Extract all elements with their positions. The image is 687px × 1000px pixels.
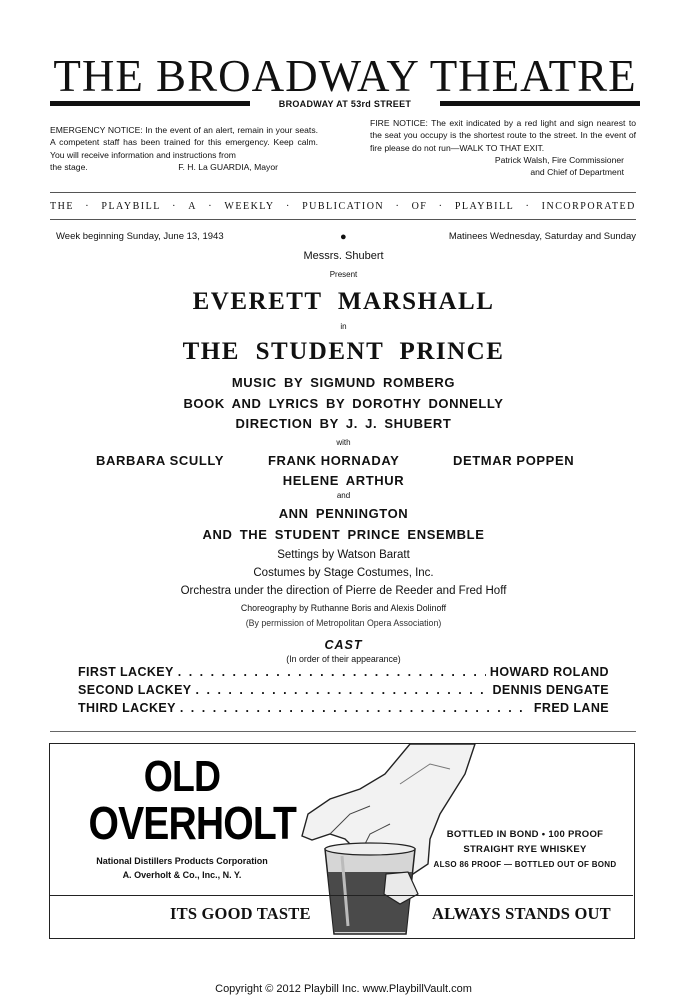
ad-brand xyxy=(88,752,297,849)
featured-player: BARBARA SCULLY xyxy=(96,453,225,468)
cast-role: THIRD LACKEY xyxy=(78,701,176,715)
show-title: THE STUDENT PRINCE xyxy=(182,338,505,365)
cast-actor: FRED LANE xyxy=(533,701,609,715)
bond-line: STRAIGHT RYE WHISKEY xyxy=(463,844,587,855)
emergency-signature-row xyxy=(50,161,318,173)
with-label: with xyxy=(336,438,351,447)
separator-dot: · xyxy=(285,200,291,212)
cast-role: FIRST LACKEY xyxy=(78,665,174,679)
emergency-notice xyxy=(50,124,318,173)
fire-notice-text: FIRE NOTICE: The exit indicated by a red light and sign nearest to the seat you occupy is the shortest route to the street. In the event of fire please do not run—WALK TO THAT EXIT. xyxy=(370,118,636,153)
divider xyxy=(50,219,636,220)
dot-leader xyxy=(178,665,486,679)
star-name: EVERETT MARSHALL xyxy=(192,288,495,315)
fire-notice xyxy=(370,117,636,178)
cast-heading: CAST xyxy=(324,638,363,652)
separator-dot: · xyxy=(438,200,444,212)
fire-department-signature: and Chief of Department xyxy=(530,167,624,178)
publication-word: PLAYBILL xyxy=(101,200,161,212)
cast-row xyxy=(78,665,609,683)
bullet-icon: ● xyxy=(340,231,347,243)
presenter: Messrs. Shubert xyxy=(303,250,384,262)
music-credit: MUSIC BY SIGMUND ROMBERG xyxy=(231,375,456,390)
dot-leader xyxy=(180,701,530,715)
costumes-credit: Costumes by Stage Costumes, Inc. xyxy=(253,567,434,579)
and-label: and xyxy=(336,491,351,500)
separator-dot: · xyxy=(395,200,401,212)
cast-role: SECOND LACKEY xyxy=(78,683,192,697)
separator-dot: · xyxy=(172,200,177,212)
publication-word: PLAYBILL xyxy=(454,200,515,212)
bond-line: BOTTLED IN BOND • 100 PROOF xyxy=(446,829,604,840)
mayor-signature: F. H. La GUARDIA, Mayor xyxy=(178,161,278,172)
ad-company xyxy=(72,854,292,882)
cast-row xyxy=(78,683,609,701)
cast-list xyxy=(78,665,609,719)
cast-order-note: (In order of their appearance) xyxy=(286,654,401,664)
separator-dot: · xyxy=(208,200,214,212)
ad-product-details xyxy=(430,827,620,872)
emergency-notice-text: EMERGENCY NOTICE: In the event of an alert, remain in your seats. A competent staff has been trained for this emergency. Keep calm. You will receive information and instructions from xyxy=(50,125,318,160)
cast-actor: HOWARD ROLAND xyxy=(489,665,609,679)
featured-player: HELENE ARTHUR xyxy=(282,473,405,488)
publication-word: OF xyxy=(411,200,428,212)
publication-word: A xyxy=(188,200,197,212)
ad-tagline-right: ALWAYS STANDS OUT xyxy=(432,904,611,923)
publication-word: THE xyxy=(50,200,74,212)
ad-tagline-left: ITS GOOD TASTE xyxy=(170,904,311,923)
publication-word: PUBLICATION xyxy=(302,200,385,212)
featured-player: FRANK HORNADAY xyxy=(268,453,400,468)
brand-line: OVERHOLT xyxy=(88,797,297,849)
ensemble-credit: AND THE STUDENT PRINCE ENSEMBLE xyxy=(202,527,485,542)
divider xyxy=(440,101,640,106)
dot-leader xyxy=(196,683,489,697)
copyright-footer: Copyright © 2012 Playbill Inc. www.PlaybillVault.com xyxy=(215,983,472,995)
publication-line xyxy=(50,199,636,213)
featured-player: DETMAR POPPEN xyxy=(453,453,575,468)
permission-note: (By permission of Metropolitan Opera Association) xyxy=(245,618,442,628)
book-credit: BOOK AND LYRICS BY DOROTHY DONNELLY xyxy=(183,396,504,411)
separator-dot: · xyxy=(85,200,91,212)
present-label: Present xyxy=(329,270,358,279)
divider xyxy=(50,192,636,193)
matinee-schedule: Matinees Wednesday, Saturday and Sunday xyxy=(448,231,636,242)
publication-word: INCORPORATED xyxy=(541,200,636,212)
choreography-credit: Choreography by Ruthanne Boris and Alexis Dolinoff xyxy=(240,603,447,613)
glass-rim xyxy=(325,843,415,855)
address-row xyxy=(50,97,640,111)
divider xyxy=(50,101,250,106)
week-beginning: Week beginning Sunday, June 13, 1943 xyxy=(56,231,224,242)
theatre-title: THE BROADWAY THEATRE xyxy=(53,51,637,101)
in-label: in xyxy=(340,322,347,331)
cast-row xyxy=(78,701,609,719)
orchestra-credit: Orchestra under the direction of Pierre de Reeder and Fred Hoff xyxy=(180,585,507,597)
company-line: A. Overholt & Co., Inc., N. Y. xyxy=(122,870,242,880)
whiskey-advertisement xyxy=(49,743,635,939)
emergency-last-line: the stage. xyxy=(50,161,88,172)
brand-line: OLD xyxy=(143,752,221,801)
divider xyxy=(50,895,633,896)
featured-player: ANN PENNINGTON xyxy=(278,506,409,521)
publication-word: WEEKLY xyxy=(224,200,275,212)
cast-actor: DENNIS DENGATE xyxy=(492,683,609,697)
bond-line: ALSO 86 PROOF — BOTTLED OUT OF BOND xyxy=(433,860,617,869)
divider xyxy=(50,731,636,732)
theatre-address: BROADWAY AT 53rd STREET xyxy=(278,99,412,109)
performance-info xyxy=(56,230,636,244)
settings-credit: Settings by Watson Baratt xyxy=(277,549,410,561)
featured-players xyxy=(96,453,596,471)
direction-credit: DIRECTION BY J. J. SHUBERT xyxy=(235,416,452,431)
separator-dot: · xyxy=(525,200,531,212)
fire-commissioner-signature: Patrick Walsh, Fire Commissioner xyxy=(494,154,624,165)
company-line: National Distillers Products Corporation xyxy=(96,856,268,866)
